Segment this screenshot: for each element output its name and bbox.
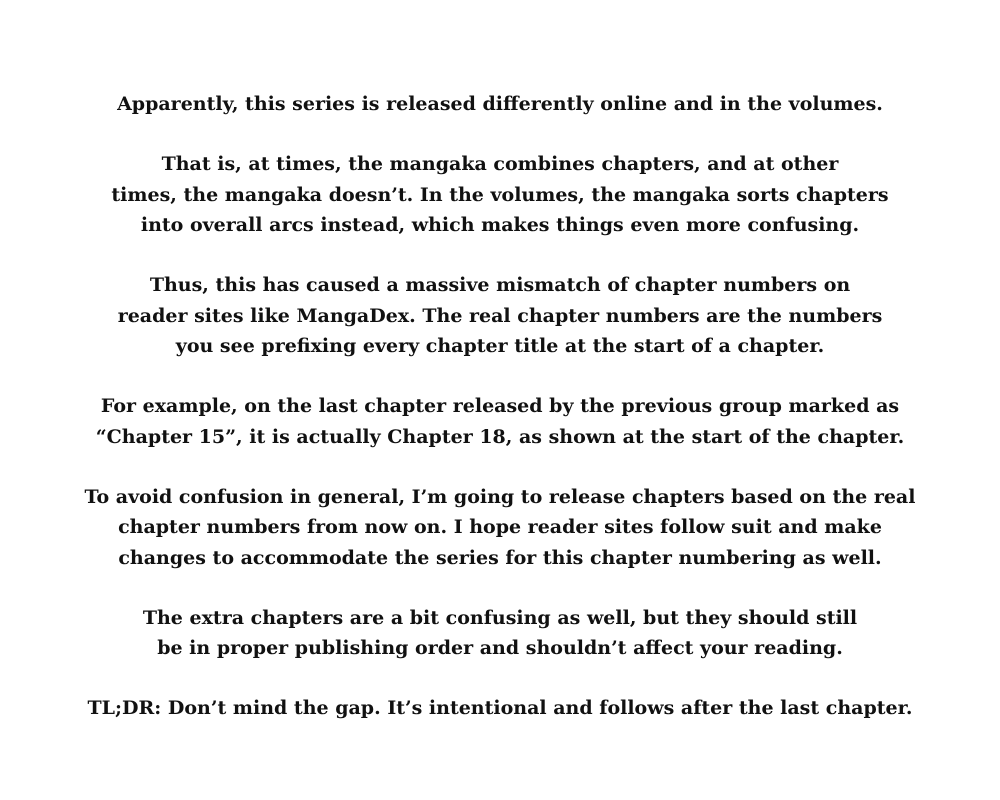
- paragraph-chapter-combining: [20, 149, 980, 241]
- text-line: Apparently, this series is released differently online and in the volumes.: [117, 93, 883, 115]
- paragraph-numbering-mismatch: [20, 270, 980, 362]
- text-line: be in proper publishing order and shouldn’t affect your reading.: [157, 637, 843, 659]
- text-line: That is, at times, the mangaka combines chapters, and at other: [161, 153, 839, 175]
- text-line: Thus, this has caused a massive mismatch of chapter numbers on: [149, 274, 851, 296]
- paragraph-extra-chapters: [20, 603, 980, 664]
- text-line: reader sites like MangaDex. The real chapter numbers are the numbers: [117, 304, 883, 327]
- text-line: times, the mangaka doesn’t. In the volumes, the mangaka sorts chapters: [111, 183, 889, 206]
- paragraph-tldr: [20, 693, 980, 724]
- text-line: chapter numbers from now on. I hope reader sites follow suit and make: [118, 516, 882, 538]
- paragraph-release-difference: [20, 89, 980, 120]
- text-line: To avoid confusion in general, I’m going to release chapters based on the real: [84, 485, 916, 508]
- text-line: For example, on the last chapter released by the previous group marked as: [100, 395, 900, 417]
- text-line: “Chapter 15”, it is actually Chapter 18, as shown at the start of the chapter.: [95, 425, 905, 448]
- paragraph-example: [20, 391, 980, 452]
- text-line: into overall arcs instead, which makes things even more confusing.: [140, 214, 860, 236]
- text-line: The extra chapters are a bit confusing as well, but they should still: [142, 606, 858, 629]
- text-line: you see prefixing every chapter title at the start of a chapter.: [175, 335, 825, 357]
- text-line: TL;DR: Don’t mind the gap. It’s intentional and follows after the last chapter.: [87, 697, 913, 719]
- translator-note: [20, 89, 980, 753]
- paragraph-release-plan: [20, 482, 980, 574]
- text-line: changes to accommodate the series for this chapter numbering as well.: [118, 546, 882, 569]
